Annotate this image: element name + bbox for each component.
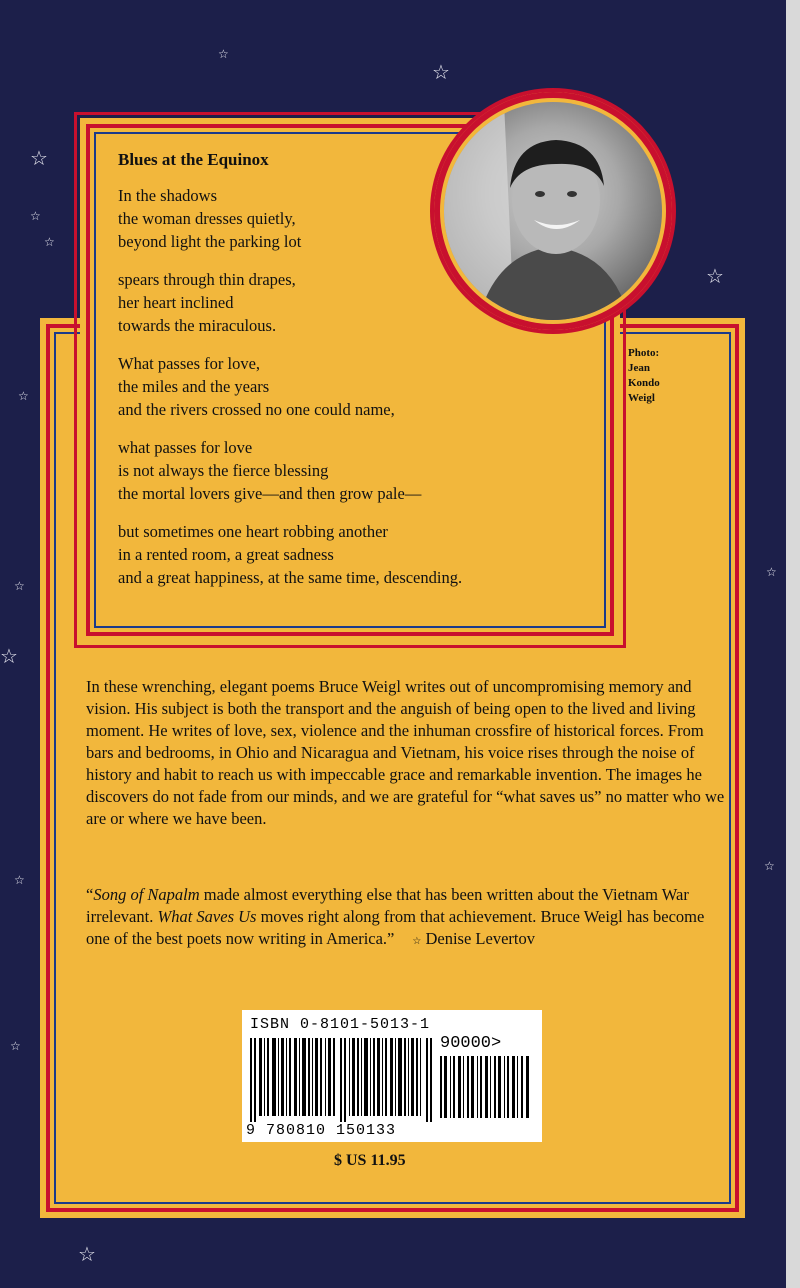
poem-line: but sometimes one heart robbing another — [118, 522, 388, 541]
poem-stanza — [118, 352, 618, 421]
poem-line: spears through thin drapes, — [118, 270, 296, 289]
barcode-label — [242, 1010, 542, 1142]
attribution-name: Denise Levertov — [425, 929, 535, 948]
description-text: In these wrenching, elegant poems Bruce Weigl writes out of uncompromising memory and vision. His subject is both the transport and the anguish of being open to the lived and living moment. He writes of love, sex, violence and the inhuman crossfire of historical forces. From bars and bedrooms, in Ohio and Nicaragua and Vietnam, his voice rises through the noise of history and habit to reach us with impeccable grace and remarkable invention. The images he discovers do not fade from our minds, and we are grateful for “what saves us” no matter who we are or where we have been. — [86, 677, 725, 828]
star-icon: ☆ — [18, 389, 29, 403]
star-icon: ☆ — [412, 936, 422, 947]
star-icon: ☆ — [432, 60, 450, 84]
poem-stanza — [118, 436, 618, 505]
author-portrait-image — [444, 102, 662, 320]
endorsement-quote — [86, 884, 726, 953]
poem-line: what passes for love — [118, 438, 253, 457]
star-icon: ☆ — [764, 859, 775, 873]
isbn-text: ISBN 0-8101-5013-1 — [250, 1016, 431, 1033]
star-icon: ☆ — [10, 1039, 21, 1053]
poem-stanza — [118, 520, 618, 589]
addon-barcode — [440, 1056, 534, 1118]
star-icon: ☆ — [14, 579, 25, 593]
poem-line: the miles and the years — [118, 377, 270, 396]
star-icon: ☆ — [78, 1242, 96, 1266]
star-icon: ☆ — [218, 47, 229, 61]
author-photo — [444, 102, 662, 320]
star-icon: ☆ — [706, 264, 724, 288]
ean-barcode — [250, 1038, 440, 1122]
poem-line: and a great happiness, at the same time, descending. — [118, 568, 463, 587]
poem-line: the mortal lovers give—and then grow pale— — [118, 484, 422, 503]
ean-number: 9 780810 150133 — [246, 1122, 397, 1139]
price-addon-code: 90000> — [440, 1034, 502, 1053]
photo-credit-line: Jean — [628, 362, 650, 374]
star-icon: ☆ — [766, 565, 777, 579]
price-label: $ US 11.95 — [334, 1152, 406, 1169]
quoted-book-title: What Saves Us — [157, 907, 257, 926]
poem-line: and the rivers crossed no one could name, — [118, 400, 395, 419]
poem-line: her heart inclined — [118, 293, 234, 312]
poem-line: is not always the fierce blessing — [118, 461, 329, 480]
photo-credit-line: Photo: — [628, 347, 660, 359]
poem-line: towards the miraculous. — [118, 316, 277, 335]
star-icon: ☆ — [44, 235, 55, 249]
photo-credit — [628, 346, 660, 406]
photo-credit-line: Kondo — [628, 377, 660, 389]
poem-line: in a rented room, a great sadness — [118, 545, 334, 564]
poem-line: What passes for love, — [118, 354, 261, 373]
star-icon: ☆ — [0, 644, 18, 668]
quote-mark: “ — [86, 885, 94, 904]
quote-attribution — [412, 929, 535, 948]
quote-text: made almost everything else that has been written about the Vietnam War irrelevant. — [86, 885, 689, 926]
quoted-book-title: Song of Napalm — [93, 885, 200, 904]
book-description — [86, 676, 726, 830]
poem-line: the woman dresses quietly, — [118, 209, 296, 228]
quote-text: moves right along from that achievement. Bruce Weigl has become one of the best poets now writing in America.” — [86, 907, 705, 948]
poem-line: In the shadows — [118, 186, 217, 205]
poem-line: beyond light the parking lot — [118, 232, 302, 251]
star-icon: ☆ — [30, 209, 41, 223]
poem-title: Blues at the Equinox — [118, 150, 269, 169]
book-spine-edge — [786, 0, 800, 1288]
photo-credit-line: Weigl — [628, 392, 655, 404]
star-icon: ☆ — [30, 146, 48, 170]
star-icon: ☆ — [14, 873, 25, 887]
